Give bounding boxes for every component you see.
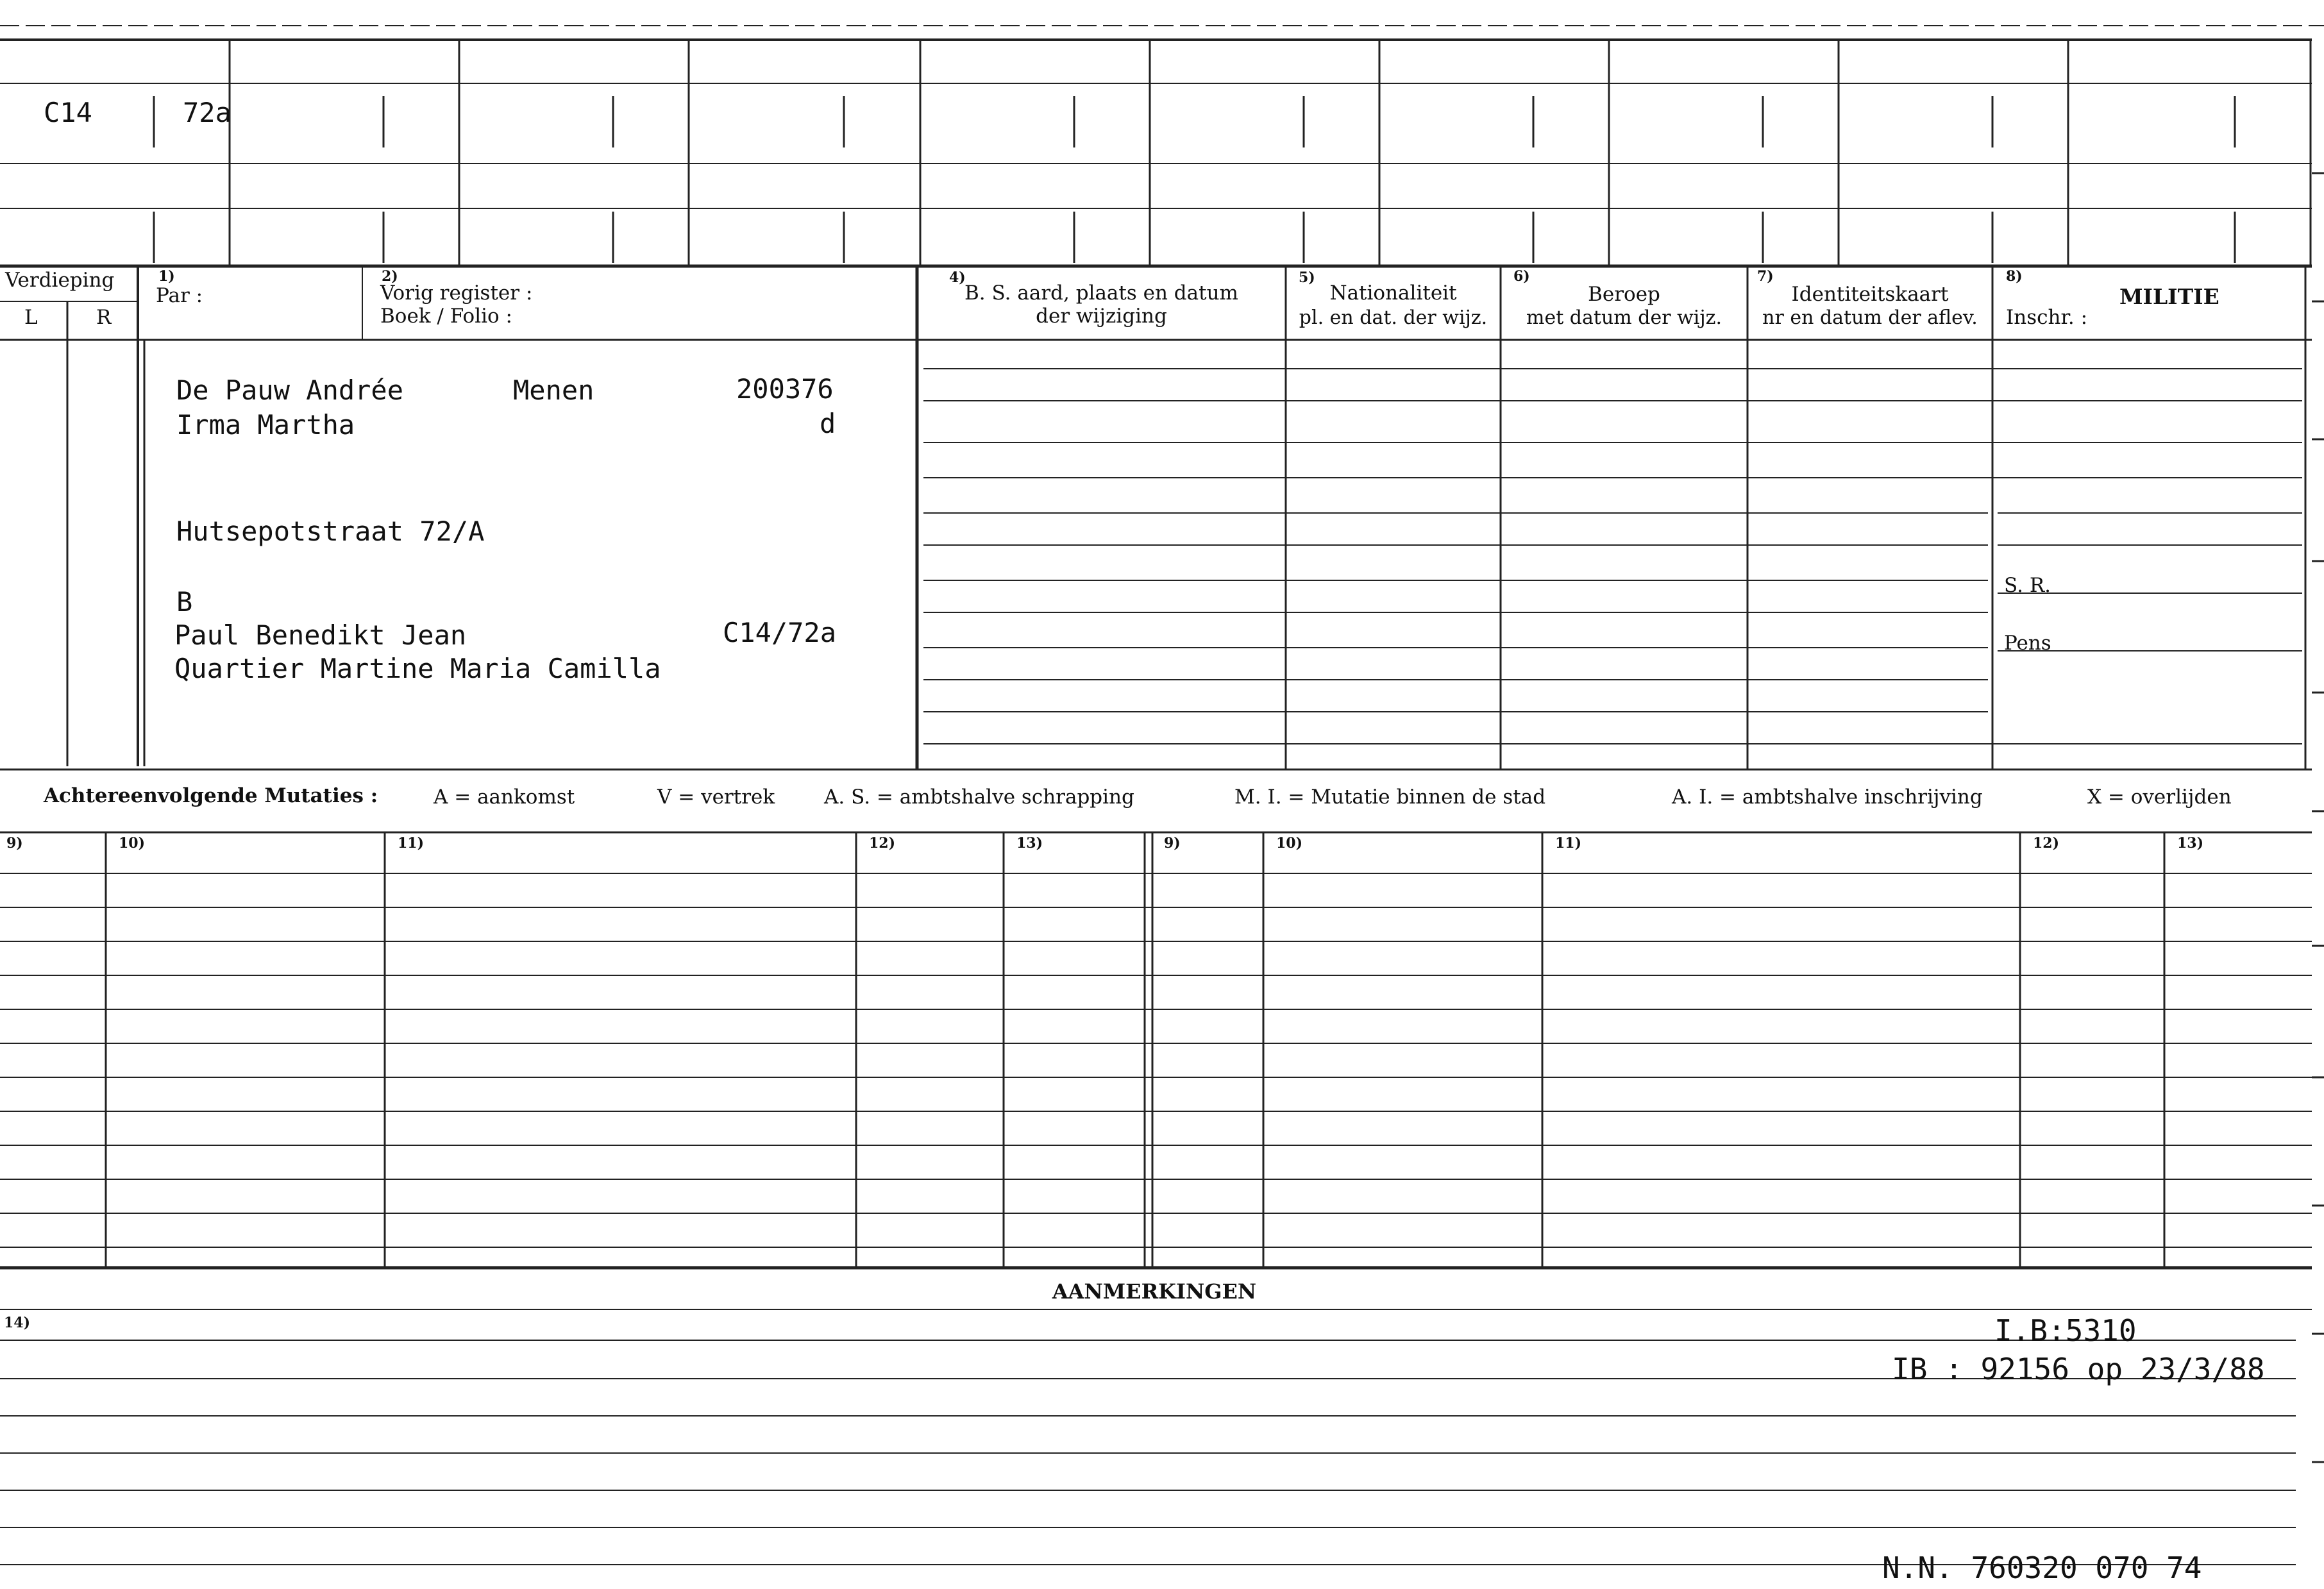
col5-number: 5) bbox=[1299, 269, 1315, 286]
person-birthplace: Menen bbox=[513, 374, 594, 406]
col6-line1: Beroep bbox=[1588, 283, 1660, 306]
col6-number: 6) bbox=[1513, 268, 1530, 285]
mutation-col-10: 10) bbox=[119, 835, 146, 852]
mutation-col-12: 12) bbox=[869, 835, 896, 852]
legend-x: X = overlijden bbox=[2087, 786, 2232, 809]
legend-ai: A. I. = ambtshalve inschrijving bbox=[1672, 786, 1983, 809]
mutation-col-12b: 12) bbox=[2033, 835, 2060, 852]
person-name: De Pauw Andrée bbox=[176, 374, 404, 406]
mutation-col-10b: 10) bbox=[1276, 835, 1303, 852]
remarks-ib-2: IB : 92156 op 23/3/88 bbox=[1892, 1352, 2265, 1386]
col1-number: 1) bbox=[158, 268, 175, 285]
col5-line2: pl. en dat. der wijz. bbox=[1299, 307, 1488, 329]
col5-line1: Nationaliteit bbox=[1329, 282, 1457, 305]
verdieping-label: Verdieping bbox=[5, 269, 115, 292]
card-code: C14 bbox=[44, 97, 92, 128]
col2-line1: Vorig register : bbox=[380, 282, 533, 305]
militie-title: MILITIE bbox=[2119, 284, 2219, 309]
verdieping-left: L bbox=[24, 306, 38, 329]
person-given-names: Irma Martha bbox=[176, 409, 355, 441]
col7-line2: nr en datum der aflev. bbox=[1762, 307, 1978, 329]
legend-a: A = aankomst bbox=[434, 786, 575, 809]
remarks-number: 14) bbox=[4, 1315, 31, 1331]
mutation-col-11: 11) bbox=[398, 835, 425, 852]
remarks-ib-1: I.B:5310 bbox=[1994, 1313, 2137, 1348]
father-name: Paul Benedikt Jean bbox=[174, 619, 467, 651]
person-birthdate: 200376 bbox=[736, 373, 834, 405]
remarks-title: AANMERKINGEN bbox=[1052, 1279, 1257, 1304]
militie-pens: Pens bbox=[2004, 632, 2051, 655]
legend-mi: M. I. = Mutatie binnen de stad bbox=[1234, 786, 1546, 809]
person-address: Hutsepotstraat 72/A bbox=[176, 516, 485, 547]
verdieping-right: R bbox=[96, 306, 112, 329]
col4-line2: der wijziging bbox=[1036, 305, 1167, 328]
parents-code: B bbox=[176, 586, 193, 618]
mutation-col-11b: 11) bbox=[1555, 835, 1582, 852]
card-number: 72a bbox=[183, 97, 232, 128]
col4-number: 4) bbox=[949, 269, 966, 286]
mutations-title: Achtereenvolgende Mutaties : bbox=[44, 784, 378, 807]
mutation-col-13: 13) bbox=[1016, 835, 1043, 852]
col8-number: 8) bbox=[2006, 268, 2023, 285]
col6-line2: met datum der wijz. bbox=[1526, 307, 1722, 329]
col1-label: Par : bbox=[156, 284, 203, 307]
mother-name: Quartier Martine Maria Camilla bbox=[174, 653, 661, 684]
col7-line1: Identiteitskaart bbox=[1791, 283, 1949, 306]
mutation-col-9: 9) bbox=[6, 835, 23, 852]
person-sex: d bbox=[820, 408, 836, 439]
militie-sr: S. R. bbox=[2004, 574, 2051, 597]
militie-inschr: Inschr. : bbox=[2006, 306, 2088, 329]
col2-line2: Boek / Folio : bbox=[380, 305, 512, 328]
col7-number: 7) bbox=[1757, 268, 1774, 285]
parent-reference: C14/72a bbox=[723, 617, 837, 648]
legend-as: A. S. = ambtshalve schrapping bbox=[824, 786, 1134, 809]
col4-line1: B. S. aard, plaats en datum bbox=[964, 282, 1238, 305]
mutation-col-13b: 13) bbox=[2177, 835, 2204, 852]
mutation-col-9b: 9) bbox=[1164, 835, 1181, 852]
national-number: N.N. 760320 070 74 bbox=[1882, 1551, 2202, 1585]
col2-number: 2) bbox=[382, 268, 398, 285]
legend-v: V = vertrek bbox=[657, 786, 775, 809]
